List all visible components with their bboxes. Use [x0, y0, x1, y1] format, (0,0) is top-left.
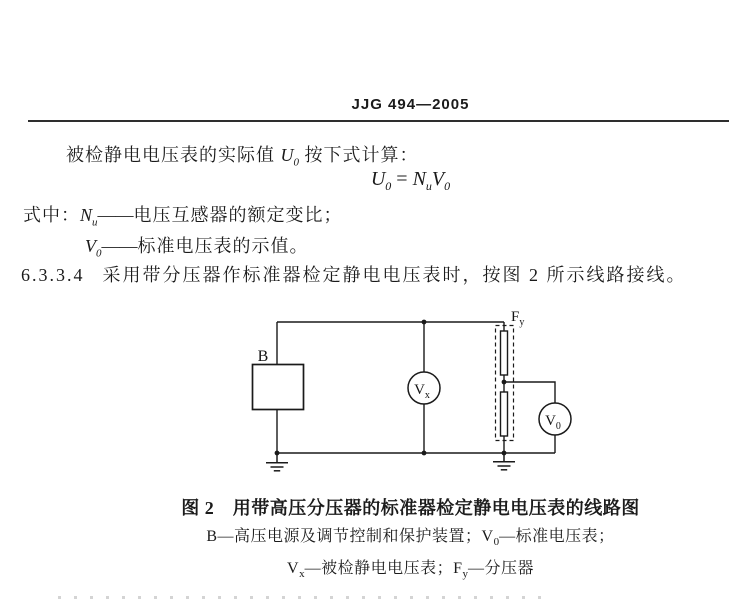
- divider-resistor-bottom: [501, 392, 508, 436]
- power-supply-box: [253, 365, 304, 410]
- where-prefix: 式中：: [23, 205, 80, 225]
- figure-legend-line-1: [92, 523, 729, 548]
- legend-b-desc: 高压电源及调节控制和保护装置；: [234, 528, 482, 545]
- formula-n-sub: u: [425, 179, 432, 193]
- legend-fy: F: [453, 560, 463, 577]
- section-text: 采用带分压器作标准器检定静电电压表时，按图 2 所示线路接线。: [102, 265, 687, 285]
- legend-b-dash: —: [217, 528, 235, 545]
- var-u0-main: U: [280, 145, 294, 165]
- legend-fy-sub: y: [462, 568, 468, 581]
- paragraph-text-after: 按下式计算：: [299, 145, 419, 165]
- where-var-nu-main: N: [80, 205, 93, 225]
- where-var-v0-sub: 0: [96, 247, 102, 260]
- formula-v-main: V: [431, 168, 445, 190]
- label-vx-sub: x: [424, 390, 430, 401]
- var-u0-sub: 0: [293, 156, 299, 169]
- ground-symbol-left: [266, 453, 288, 471]
- label-v0-main: V: [545, 413, 556, 429]
- where-var-nu-sub: u: [92, 216, 98, 229]
- figure-legend-line-2: [92, 555, 729, 580]
- legend-v0: V: [481, 528, 494, 545]
- label-fy-sub: y: [519, 317, 525, 328]
- cutoff-next-line-fragments: [58, 596, 553, 599]
- where-dash-2: ——: [101, 236, 138, 256]
- label-fy-main: F: [511, 309, 520, 325]
- section-number: 6.3.3.4: [21, 265, 85, 285]
- formula-equals: =: [391, 168, 413, 190]
- junction-dots: [275, 320, 507, 456]
- formula-lhs-sub: 0: [385, 179, 392, 193]
- label-vx-main: V: [414, 382, 425, 398]
- header-title: JJG 494—2005: [351, 96, 470, 113]
- figure-caption-title: 图 2 用带高压分压器的标准器检定静电电压表的线路图: [181, 498, 640, 518]
- ground-symbol-right: [493, 453, 515, 470]
- where-desc-2: 标准电压表的示值。: [137, 236, 309, 256]
- label-v0-sub: 0: [555, 421, 561, 432]
- legend-fy-desc: 分压器: [484, 560, 534, 577]
- where-var-v0-main: V: [85, 236, 96, 256]
- legend-fy-dash: —: [467, 560, 485, 577]
- formula-n-main: N: [412, 168, 426, 190]
- legend-vx-desc: 被检静电电压表；: [321, 560, 454, 577]
- legend-vx-sub: x: [299, 568, 305, 581]
- legend-vx-dash: —: [304, 560, 322, 577]
- legend-v0-desc: 标准电压表；: [515, 528, 615, 545]
- label-b: B: [257, 348, 269, 365]
- paragraph-text-before: 被检静电电压表的实际值: [66, 145, 281, 165]
- formula-lhs-main: U: [370, 168, 386, 190]
- where-desc-1: 电压互感器的额定变比；: [133, 205, 343, 225]
- where-dash-1: ——: [97, 205, 134, 225]
- legend-b: B: [206, 528, 218, 545]
- formula-v-sub: 0: [444, 179, 451, 193]
- legend-v0-dash: —: [499, 528, 516, 545]
- legend-v0-sub: 0: [493, 536, 500, 549]
- divider-resistor-top: [501, 331, 508, 375]
- legend-vx: V: [287, 560, 300, 577]
